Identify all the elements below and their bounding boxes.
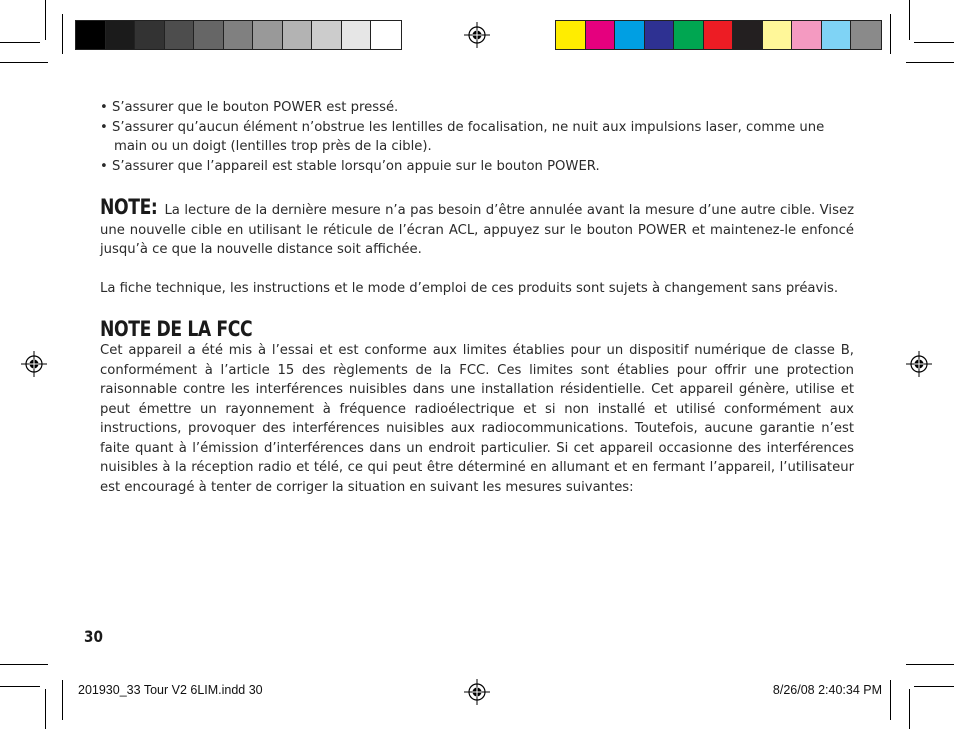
- registration-mark-icon: [906, 351, 932, 377]
- color-swatch: [704, 21, 734, 49]
- crop-mark: [914, 42, 954, 43]
- color-bar: [555, 20, 882, 50]
- color-swatch: [312, 21, 342, 49]
- list-item: • S’assurer que le bouton POWER est pressé.: [100, 98, 854, 118]
- page-number: 30: [84, 627, 103, 646]
- crop-mark: [909, 0, 910, 40]
- disclaimer-paragraph: La fiche technique, les instructions et le mode d’emploi de ces produits sont sujets à changement sans préavis.: [100, 280, 839, 296]
- registration-mark-icon: [464, 22, 490, 48]
- note-paragraph: [100, 195, 854, 260]
- color-swatch: [615, 21, 645, 49]
- registration-mark-icon: [464, 679, 490, 705]
- slug-filename: 201930_33 Tour V2 6LIM.indd 30: [78, 683, 263, 697]
- color-swatch: [283, 21, 313, 49]
- color-swatch: [792, 21, 822, 49]
- color-swatch: [674, 21, 704, 49]
- crop-mark: [62, 680, 63, 720]
- color-swatch: [135, 21, 165, 49]
- list-item: • S’assurer qu’aucun élément n’obstrue les lentilles de focalisation, ne nuit aux impulsions laser, comme une main ou un doigt (lentilles trop près de la cible).: [100, 118, 854, 157]
- crop-mark: [0, 664, 48, 665]
- crop-mark: [906, 664, 954, 665]
- color-swatch: [106, 21, 136, 49]
- color-swatch: [194, 21, 224, 49]
- color-swatch: [733, 21, 763, 49]
- crop-mark: [890, 680, 891, 720]
- color-swatch: [76, 21, 106, 49]
- crop-mark: [890, 14, 891, 54]
- color-swatch: [342, 21, 372, 49]
- color-swatch: [253, 21, 283, 49]
- color-swatch: [586, 21, 616, 49]
- crop-mark: [906, 62, 954, 63]
- color-swatch: [763, 21, 793, 49]
- crop-mark: [0, 62, 48, 63]
- color-swatch: [822, 21, 852, 49]
- list-item: • S’assurer que l’appareil est stable lorsqu’on appuie sur le bouton POWER.: [100, 157, 854, 177]
- fcc-paragraph: Cet appareil a été mis à l’essai et est conforme aux limites établies pour un dispositif numérique de classe B, conformément à l’article 15 des règlements de la FCC. Ces limites sont établies pour offrir une protection raisonnable contre les interférences nuisibles dans une installation résidentielle. Cet appareil génère, utilise et peut émettre un rayonnement à fréquence radioélectrique et si non installé et utilisé conformément aux instructions, provoquer des interférences nuisibles aux radiocommunications. Toutefois, aucune garantie n’est faite quant à l’émission d’interférences dans un endroit particulier. Si cet appareil occasionne des interférences nuisibles à la réception radio et télé, ce qui peut être déterminé en allumant et en fermant l’appareil, l’utilisateur est encouragé à tenter de corriger la situation en suivant les mesures suivantes:: [100, 343, 854, 495]
- color-swatch: [645, 21, 675, 49]
- grayscale-bar: [75, 20, 402, 50]
- crop-mark: [909, 689, 910, 729]
- crop-mark: [0, 686, 40, 687]
- color-swatch: [851, 21, 881, 49]
- color-swatch: [224, 21, 254, 49]
- color-swatch: [371, 21, 401, 49]
- color-swatch: [165, 21, 195, 49]
- note-text: La lecture de la dernière mesure n’a pas besoin d’être annulée avant la mesure d’une autre cible. Visez une nouvelle cible en utilisant le réticule de l’écran ACL, appuyez sur le bouton POWER et maintenez-le enfoncé jusqu’à ce que la nouvelle distance soit affichée.: [100, 203, 854, 257]
- slug-datetime: 8/26/08 2:40:34 PM: [772, 683, 882, 697]
- registration-mark-icon: [21, 351, 47, 377]
- page-content: [100, 98, 854, 497]
- crop-mark: [914, 686, 954, 687]
- color-swatch: [556, 21, 586, 49]
- crop-mark: [45, 689, 46, 729]
- fcc-heading: NOTE DE LA FCC: [100, 317, 253, 341]
- note-heading: NOTE:: [100, 195, 158, 219]
- crop-mark: [0, 42, 40, 43]
- crop-mark: [45, 0, 46, 40]
- checklist: [100, 98, 854, 176]
- crop-mark: [62, 14, 63, 54]
